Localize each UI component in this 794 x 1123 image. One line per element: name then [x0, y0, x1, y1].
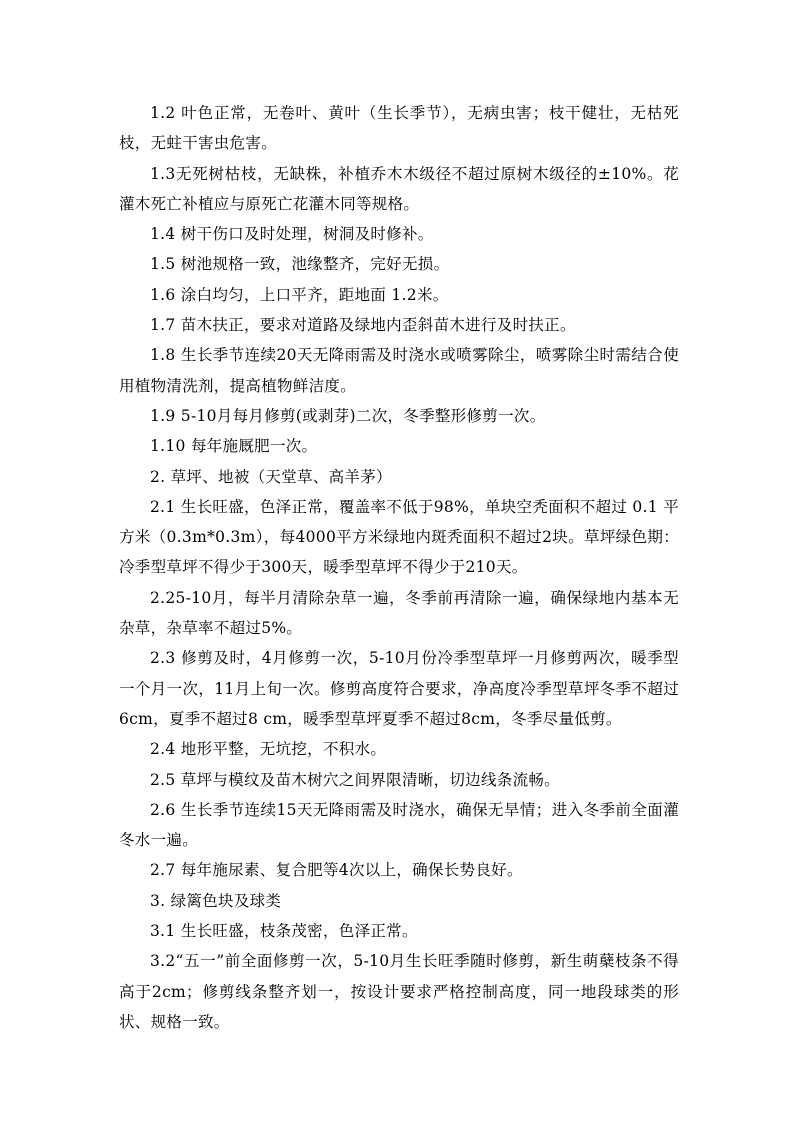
paragraph-2-5: 2.5 草坪与模纹及苗木树穴之间界限清晰，切边线条流畅。: [150, 770, 560, 789]
paragraph-1-7: 1.7 苗木扶正，要求对道路及绿地内歪斜苗木进行及时扶正。: [150, 316, 576, 335]
paragraph-1-2: 1.2 叶色正常，无卷叶、黄叶（生长季节），无病虫害；枝干健壮，无枯死枝，无蛀干害虫危害。: [119, 104, 679, 153]
paragraph-2-6: 2.6 生长季节连续15天无降雨需及时浇水，确保无旱情；进入冬季前全面灌冬水一遍。: [119, 800, 679, 850]
paragraph-1-9: 1.9 5-10月每月修剪(或剥芽)二次，冬季整形修剪一次。: [150, 406, 546, 425]
paragraph-1-6: 1.6 涂白均匀，上口平齐，距地面 1.2米。: [150, 285, 449, 304]
paragraph-2-3: 2.3 修剪及时，4月修剪一次，5-10月份冷季型草坪一月修剪两次，暖季型一个月一次，11月上旬一次。修剪高度符合要求，净高度冷季型草坪冬季不超过6cm，夏季不超过8 cm，暖季型草坪夏季不超过8cm，冬季尽量低剪。: [119, 649, 679, 728]
paragraph-1-8: 1.8 生长季节连续20天无降雨需及时浇水或喷雾除尘，喷雾除尘时需结合使用植物清洗剂，提高植物鲜洁度。: [119, 346, 679, 395]
paragraph-1-10: 1.10 每年施厩肥一次。: [150, 437, 318, 456]
paragraph-2-7: 2.7 每年施尿素、复合肥等4次以上，确保长势良好。: [150, 861, 523, 880]
section-heading-2: 2. 草坪、地被（天堂草、高羊茅）: [150, 467, 392, 486]
paragraph-1-3: 1.3无死树枯枝，无缺株，补植乔木木级径不超过原树木级径的±10%。花灌木死亡补植应与原死亡花灌木同等规格。: [119, 164, 679, 213]
document-body: [119, 98, 679, 1037]
paragraph-1-5: 1.5 树池规格一致，池缘整齐，完好无损。: [150, 255, 450, 274]
paragraph-2-2: 2.25-10月，每半月清除杂草一遍，冬季前再清除一遍，确保绿地内基本无杂草，杂草率不超过5%。: [119, 588, 679, 638]
paragraph-2-1: 2.1 生长旺盛，色泽正常，覆盖率不低于98%，单块空秃面积不超过 0.1 平方米（0.3m*0.3m），每4000平方米绿地内斑秃面积不超过2块。草坪绿色期：冷季型草坪不得少于300天，暖季型草坪不得少于210天。: [119, 497, 679, 577]
section-heading-3: 3. 绿篱色块及球类: [150, 891, 282, 910]
paragraph-1-4: 1.4 树干伤口及时处理，树洞及时修补。: [150, 225, 434, 244]
paragraph-3-2: 3.2“五一”前全面修剪一次，5-10月生长旺季随时修剪，新生萌蘖枝条不得高于2cm；修剪线条整齐划一，按设计要求严格控制高度，同一地段球类的形状、规格一致。: [119, 952, 679, 1031]
paragraph-3-1: 3.1 生长旺盛，枝条茂密，色泽正常。: [150, 922, 418, 941]
paragraph-2-4: 2.4 地形平整，无坑挖，不积水。: [150, 740, 387, 759]
